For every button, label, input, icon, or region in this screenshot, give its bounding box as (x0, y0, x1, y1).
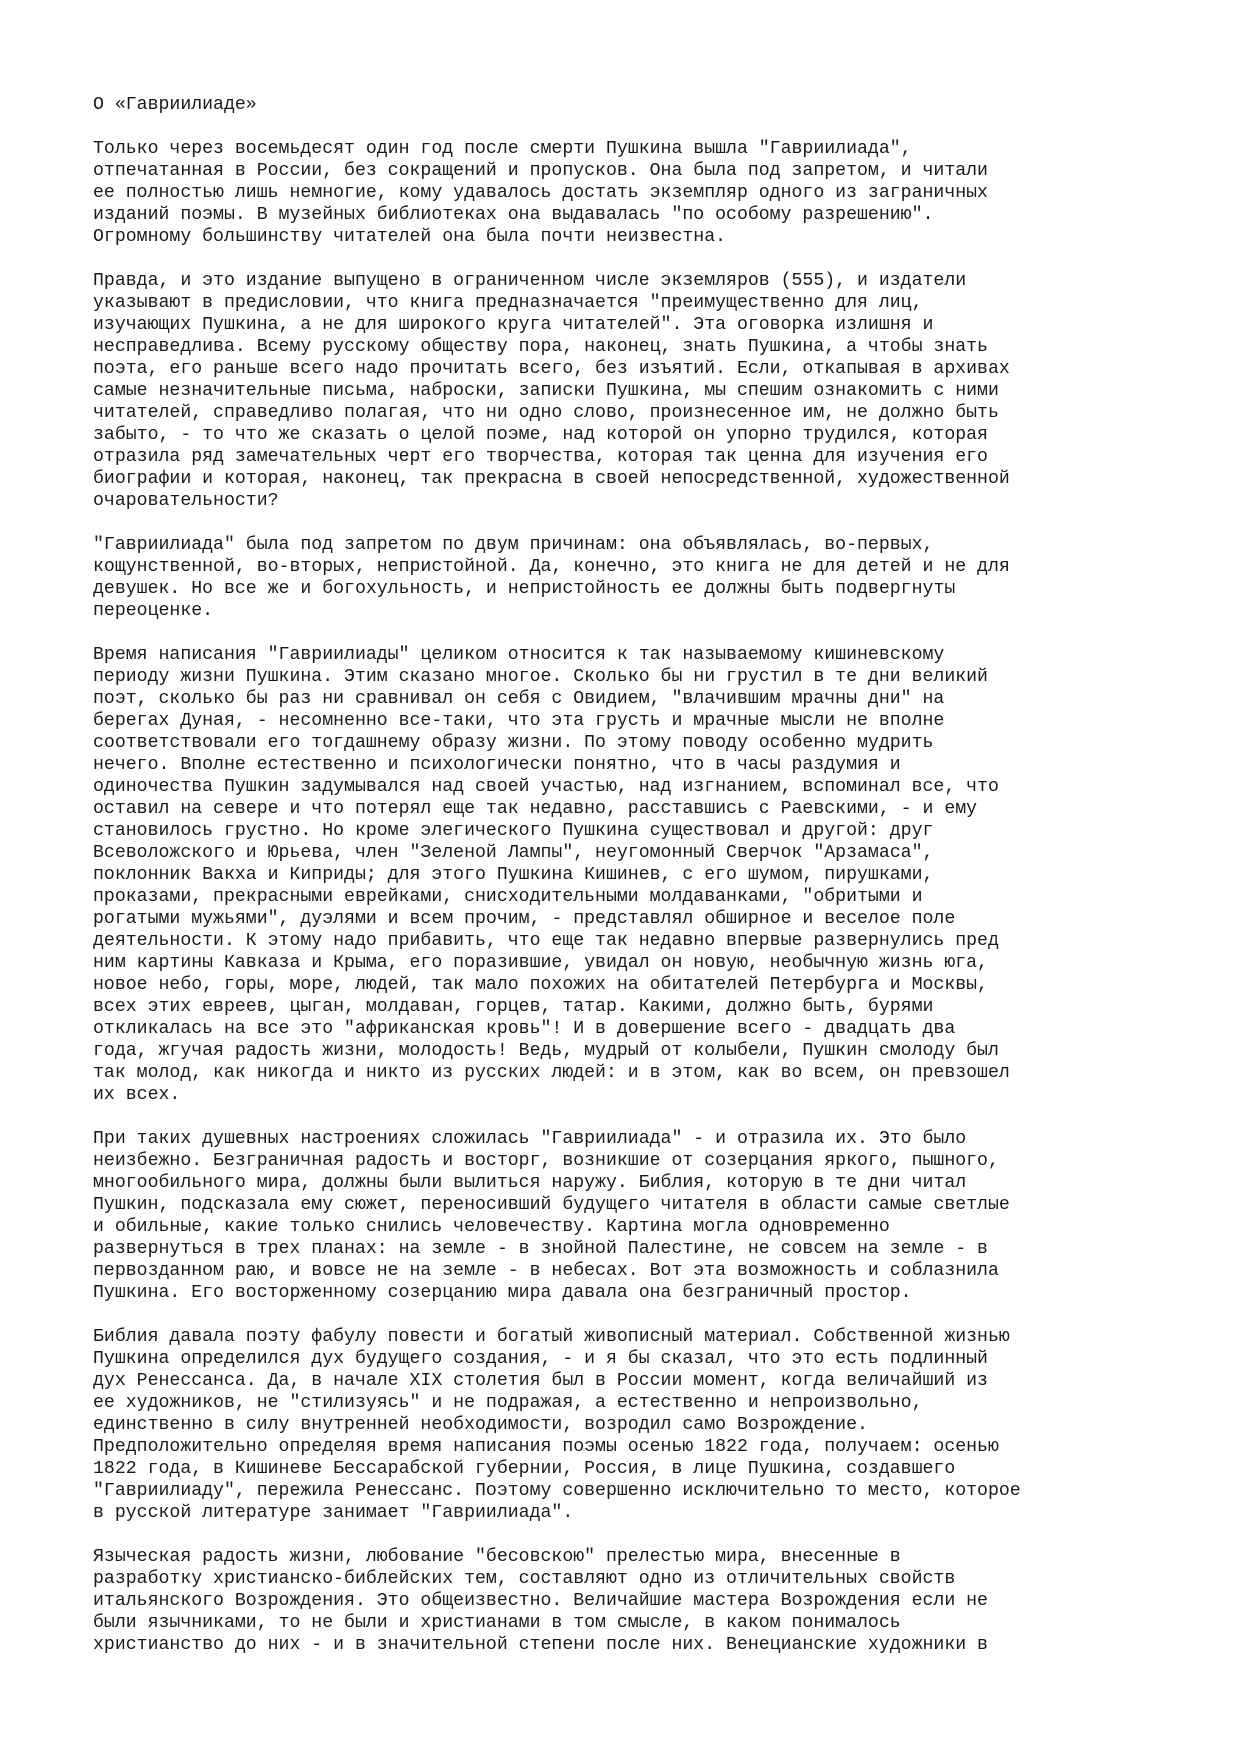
text-line: переоценке. (93, 601, 214, 621)
text-line: так молод, как никогда и никто из русских людей: и в этом, как во всем, он превзошел (93, 1063, 1010, 1083)
text-line: Пушкина определился дух будущего создания, - и я бы сказал, что это есть подлинный (93, 1349, 988, 1369)
text-line: Время написания "Гавриилиады" целиком относится к так называемому кишиневскому (93, 645, 945, 665)
paragraph (93, 534, 1173, 622)
text-line: изучающих Пушкина, а не для широкого круга читателей". Эта оговорка излишня и (93, 315, 934, 335)
text-line: Правда, и это издание выпущено в ограниченном числе экземляров (555), и издатели (93, 271, 967, 291)
text-line: нечего. Вполне естественно и психологически понятно, что в часы раздумия и (93, 755, 901, 775)
text-line: развернуться в трех планах: на земле - в знойной Палестине, не совсем на земле - в (93, 1239, 988, 1259)
text-line: несправедлива. Всему русскому обществу пора, наконец, знать Пушкина, а чтобы знать (93, 337, 988, 357)
text-line: поэта, его раньше всего надо прочитать всего, без изъятий. Если, откапывая в архивах (93, 359, 1010, 379)
text-line: берегах Дуная, - несомненно все-таки, что эта грусть и мрачные мысли не вполне (93, 711, 945, 731)
paragraphs-container (93, 138, 1173, 1656)
document-title: О «Гавриилиаде» (93, 95, 257, 115)
text-line: самые незначительные письма, наброски, записки Пушкина, мы спешим ознакомить с ними (93, 381, 999, 401)
text-line: всех этих евреев, цыган, молдаван, горцев, татар. Какими, должно быть, бурями (93, 997, 934, 1017)
text-line: периоду жизни Пушкина. Этим сказано многое. Сколько бы ни грустил в те дни великий (93, 667, 988, 687)
document-body (93, 94, 1173, 1678)
text-line: новое небо, горы, море, людей, так мало похожих на обитателей Петербурга и Москвы, (93, 975, 988, 995)
text-line: указывают в предисловии, что книга предназначается "преимущественно для лиц, (93, 293, 923, 313)
text-line: Пушкина. Его восторженному созерцанию мира давала она безграничный простор. (93, 1283, 912, 1303)
text-line: "Гавриилиада" была под запретом по двум причинам: она объявлялась, во-первых, (93, 535, 934, 555)
text-line: Пушкин, подсказала ему сюжет, переносивший будущего читателя в области самые светлые (93, 1195, 1010, 1215)
text-line: Библия давала поэту фабулу повести и богатый живописный материал. Собственной жизнью (93, 1327, 1010, 1347)
text-line: Огромному большинству читателей она была почти неизвестна. (93, 227, 727, 247)
text-line: неизбежно. Безграничная радость и восторг, возникшие от созерцания яркого, пышного, (93, 1151, 999, 1171)
text-line: девушек. Но все же и богохульность, и непристойность ее должны быть подвергнуты (93, 579, 956, 599)
text-line: поэт, сколько бы раз ни сравнивал он себя с Овидием, "влачившим мрачны дни" на (93, 689, 945, 709)
text-line: рогатыми мужьями", дуэлями и всем прочим, - представлял обширное и веселое поле (93, 909, 956, 929)
text-line: Всеволожского и Юрьева, член "Зеленой Лампы", неугомонный Сверчок "Арзамаса", (93, 843, 934, 863)
paragraph (93, 1546, 1173, 1656)
text-line: отразила ряд замечательных черт его творчества, которая так ценна для изучения его (93, 447, 988, 467)
paragraph (93, 270, 1173, 512)
text-line: соответствовали его тогдашнему образу жизни. По этому поводу особенно мудрить (93, 733, 934, 753)
paragraph (93, 644, 1173, 1106)
text-line: Языческая радость жизни, любование "бесовскою" прелестью мира, внесенные в (93, 1547, 901, 1567)
text-line: ее полностью лишь немногие, кому удавалось достать экземпляр одного из заграничных (93, 183, 988, 203)
text-line: и обильные, какие только снились человечеству. Картина могла одновременно (93, 1217, 890, 1237)
text-line: оставил на севере и что потерял еще так недавно, расставшись с Раевскими, - и ему (93, 799, 978, 819)
text-line: изданий поэмы. В музейных библиотеках она выдавалась "по особому разрешению". (93, 205, 934, 225)
text-line: очаровательности? (93, 491, 279, 511)
text-line: биографии и которая, наконец, так прекрасна в своей непосредственной, художественной (93, 469, 1010, 489)
text-line: кощунственной, во-вторых, непристойной. Да, конечно, это книга не для детей и не для (93, 557, 1010, 577)
text-line: в русской литературе занимает "Гавриилиада". (93, 1503, 574, 1523)
text-line: ее художников, не "стилизуясь" и не подражая, а естественно и непроизвольно, (93, 1393, 923, 1413)
text-line: их всех. (93, 1085, 181, 1105)
text-line: забыто, - то что же сказать о целой поэме, над которой он упорно трудился, которая (93, 425, 988, 445)
text-line: деятельности. К этому надо прибавить, что еще так недавно впервые развернулись пред (93, 931, 999, 951)
text-line: отпечатанная в России, без сокращений и пропусков. Она была под запретом, и читали (93, 161, 988, 181)
text-line: итальянского Возрождения. Это общеизвестно. Величайшие мастера Возрождения если не (93, 1591, 988, 1611)
text-line: первозданном раю, и вовсе не на земле - в небесах. Вот эта возможность и соблазнила (93, 1261, 999, 1281)
text-line: Предположительно определяя время написания поэмы осенью 1822 года, получаем: осенью (93, 1437, 999, 1457)
text-line: христианство до них - и в значительной степени после них. Венецианские художники в (93, 1635, 988, 1655)
text-line: становилось грустно. Но кроме элегического Пушкина существовал и другой: друг (93, 821, 934, 841)
text-line: дух Ренессанса. Да, в начале XIX столетия был в России момент, когда величайший из (93, 1371, 988, 1391)
text-line: читателей, справедливо полагая, что ни одно слово, произнесенное им, не должно быть (93, 403, 999, 423)
text-line: откликалась на все это "африканская кровь"! И в довершение всего - двадцать два (93, 1019, 956, 1039)
text-line: разработку христианско-библейских тем, составляют одно из отличительных свойств (93, 1569, 956, 1589)
paragraph (93, 1326, 1173, 1524)
text-line: одиночества Пушкин задумывался над своей участью, над изгнанием, вспоминал все, что (93, 777, 999, 797)
text-line: поклонник Вакха и Киприды; для этого Пушкина Кишинев, с его шумом, пирушками, (93, 865, 934, 885)
paragraph (93, 1128, 1173, 1304)
text-line: 1822 года, в Кишиневе Бессарабской губернии, Россия, в лице Пушкина, создавшего (93, 1459, 956, 1479)
text-line: года, жгучая радость жизни, молодость! Ведь, мудрый от колыбели, Пушкин смолоду был (93, 1041, 999, 1061)
text-line: При таких душевных настроениях сложилась "Гавриилиада" - и отразила их. Это было (93, 1129, 967, 1149)
text-line: многообильного мира, должны были вылиться наружу. Библия, которую в те дни читал (93, 1173, 967, 1193)
text-line: проказами, прекрасными еврейками, снисходительными молдаванками, "обритыми и (93, 887, 923, 907)
text-line: "Гавриилиаду", пережила Ренессанс. Поэтому совершенно исключительно то место, которое (93, 1481, 1021, 1501)
text-line: были язычниками, то не были и христианами в том смысле, в каком понималось (93, 1613, 901, 1633)
text-line: ним картины Кавказа и Крыма, его поразившие, увидал он новую, необычную жизнь юга, (93, 953, 988, 973)
text-line: Только через восемьдесят один год после смерти Пушкина вышла "Гавриилиада", (93, 139, 912, 159)
text-line: единственно в силу внутренней необходимости, возродил само Возрождение. (93, 1415, 868, 1435)
paragraph (93, 138, 1173, 248)
